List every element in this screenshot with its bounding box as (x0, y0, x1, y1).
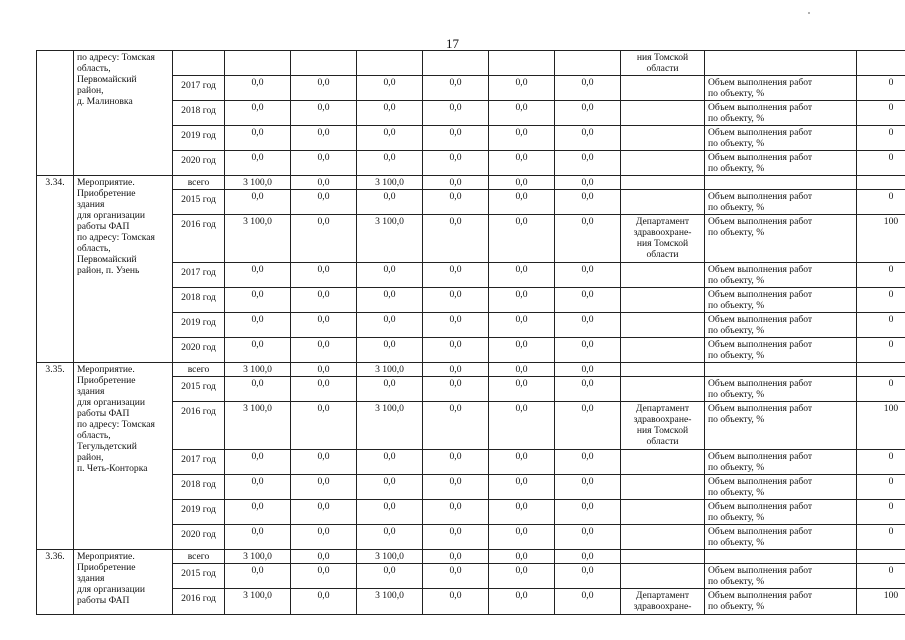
value-cell: 0,0 (555, 450, 621, 475)
value-cell: 0,0 (357, 500, 423, 525)
value-cell: 0,0 (423, 288, 489, 313)
department-cell (621, 377, 705, 402)
indicator-value: 0 (857, 564, 905, 589)
department-cell (621, 363, 705, 377)
department-cell (621, 151, 705, 176)
department-cell: Департамент здравоохране- ния Томской области (621, 215, 705, 263)
value-cell: 0,0 (555, 288, 621, 313)
indicator-cell: Объем выполнения работ по объекту, % (705, 101, 857, 126)
value-cell: 3 100,0 (357, 176, 423, 190)
value-cell: 0,0 (291, 288, 357, 313)
value-cell: 0,0 (357, 76, 423, 101)
indicator-value: 0 (857, 450, 905, 475)
indicator-cell: Объем выполнения работ по объекту, % (705, 450, 857, 475)
value-cell: 0,0 (555, 215, 621, 263)
indicator-value: 0 (857, 190, 905, 215)
value-cell: 0,0 (357, 338, 423, 363)
value-cell: 0,0 (489, 313, 555, 338)
value-cell: 3 100,0 (225, 589, 291, 615)
value-cell: 0,0 (555, 263, 621, 288)
value-cell: 0,0 (423, 263, 489, 288)
year-cell: 2019 год (173, 313, 225, 338)
indicator-cell: Объем выполнения работ по объекту, % (705, 288, 857, 313)
measure-description: Мероприятие. Приобретение здания для организации работы ФАП по адресу: Томская область, Первомайский район, п. Узень (74, 176, 173, 363)
department-cell (621, 313, 705, 338)
department-cell (621, 550, 705, 564)
value-cell: 0,0 (423, 475, 489, 500)
value-cell: 3 100,0 (357, 589, 423, 615)
value-cell: 0,0 (291, 151, 357, 176)
value-cell: 0,0 (555, 377, 621, 402)
scan-speck (808, 12, 810, 14)
department-cell (621, 475, 705, 500)
value-cell: 0,0 (291, 190, 357, 215)
indicator-value: 0 (857, 525, 905, 550)
indicator-value: 0 (857, 151, 905, 176)
year-cell: всего (173, 176, 225, 190)
indicator-cell: Объем выполнения работ по объекту, % (705, 215, 857, 263)
indicator-cell: Объем выполнения работ по объекту, % (705, 338, 857, 363)
indicator-value (857, 550, 905, 564)
value-cell: 0,0 (555, 151, 621, 176)
value-cell: 0,0 (489, 101, 555, 126)
value-cell: 0,0 (225, 564, 291, 589)
value-cell: 0,0 (225, 126, 291, 151)
value-cell: 3 100,0 (357, 215, 423, 263)
value-cell: 0,0 (489, 402, 555, 450)
continuation-header-row (37, 51, 905, 76)
indicator-value: 0 (857, 313, 905, 338)
year-cell: 2016 год (173, 589, 225, 615)
value-cell: 0,0 (423, 101, 489, 126)
value-cell: 0,0 (225, 377, 291, 402)
indicator-cell: Объем выполнения работ по объекту, % (705, 313, 857, 338)
indicator-value: 0 (857, 101, 905, 126)
indicator-cell: Объем выполнения работ по объекту, % (705, 500, 857, 525)
value-cell: 0,0 (225, 338, 291, 363)
value-cell: 0,0 (489, 500, 555, 525)
measure-description: Мероприятие. Приобретение здания для организации работы ФАП по адресу: Томская область, Тегульдетский район, п. Четь-Конторка (74, 363, 173, 550)
department-cell (621, 564, 705, 589)
value-cell: 0,0 (423, 190, 489, 215)
indicator-cell: Объем выполнения работ по объекту, % (705, 76, 857, 101)
department-cell (621, 525, 705, 550)
year-cell: 2015 год (173, 564, 225, 589)
value-cell: 0,0 (489, 176, 555, 190)
indicator-value: 0 (857, 288, 905, 313)
value-cell: 0,0 (225, 101, 291, 126)
value-cell: 3 100,0 (225, 363, 291, 377)
value-cell: 0,0 (423, 450, 489, 475)
indicator-cell: Объем выполнения работ по объекту, % (705, 402, 857, 450)
indicator-value: 0 (857, 126, 905, 151)
department-cell (621, 338, 705, 363)
value-cell: 0,0 (423, 402, 489, 450)
total-row (37, 550, 905, 564)
value-cell: 0,0 (357, 377, 423, 402)
indicator-value: 100 (857, 589, 905, 615)
value-cell: 0,0 (357, 101, 423, 126)
value-cell: 0,0 (225, 151, 291, 176)
indicator-cell (705, 363, 857, 377)
value-cell: 0,0 (489, 450, 555, 475)
year-cell: 2018 год (173, 475, 225, 500)
value-cell: 0,0 (291, 550, 357, 564)
indicator-cell: Объем выполнения работ по объекту, % (705, 589, 857, 615)
number-cell (37, 51, 74, 176)
department-cell (621, 190, 705, 215)
page-number: 17 (446, 36, 459, 51)
value-cell: 0,0 (555, 525, 621, 550)
value-cell: 0,0 (555, 550, 621, 564)
value-cell: 0,0 (489, 589, 555, 615)
year-cell: всего (173, 550, 225, 564)
value-cell: 0,0 (291, 525, 357, 550)
empty-cell (357, 51, 423, 76)
measure-number: 3.35. (37, 363, 74, 550)
year-cell: 2018 год (173, 288, 225, 313)
value-cell: 0,0 (291, 215, 357, 263)
value-cell: 0,0 (423, 313, 489, 338)
empty-cell (555, 51, 621, 76)
empty-cell (225, 51, 291, 76)
value-cell: 3 100,0 (357, 402, 423, 450)
measure-number: 3.34. (37, 176, 74, 363)
department-cell (621, 500, 705, 525)
value-cell: 0,0 (489, 76, 555, 101)
value-cell: 0,0 (291, 377, 357, 402)
indicator-cell: Объем выполнения работ по объекту, % (705, 564, 857, 589)
indicator-cell: Объем выполнения работ по объекту, % (705, 377, 857, 402)
department-cell: ния Томской области (621, 51, 705, 76)
year-cell: 2020 год (173, 525, 225, 550)
value-cell: 0,0 (423, 151, 489, 176)
year-cell: 2020 год (173, 151, 225, 176)
value-cell: 0,0 (555, 500, 621, 525)
value-cell: 0,0 (357, 564, 423, 589)
empty-cell (857, 51, 905, 76)
department-cell (621, 176, 705, 190)
value-cell: 0,0 (357, 151, 423, 176)
indicator-cell: Объем выполнения работ по объекту, % (705, 263, 857, 288)
value-cell: 0,0 (357, 263, 423, 288)
empty-cell (291, 51, 357, 76)
value-cell: 0,0 (291, 475, 357, 500)
empty-cell (173, 51, 225, 76)
indicator-cell (705, 550, 857, 564)
total-row (37, 176, 905, 190)
year-cell: 2019 год (173, 126, 225, 151)
value-cell: 0,0 (225, 450, 291, 475)
year-cell: 2019 год (173, 500, 225, 525)
department-cell (621, 101, 705, 126)
value-cell: 0,0 (555, 402, 621, 450)
value-cell: 0,0 (489, 564, 555, 589)
value-cell: 0,0 (423, 363, 489, 377)
value-cell: 0,0 (555, 190, 621, 215)
value-cell: 0,0 (489, 151, 555, 176)
value-cell: 3 100,0 (225, 215, 291, 263)
indicator-value: 0 (857, 475, 905, 500)
value-cell: 0,0 (555, 338, 621, 363)
department-cell (621, 126, 705, 151)
value-cell: 0,0 (357, 288, 423, 313)
value-cell: 0,0 (423, 126, 489, 151)
value-cell: 0,0 (291, 313, 357, 338)
year-cell: всего (173, 363, 225, 377)
value-cell: 0,0 (225, 525, 291, 550)
value-cell: 0,0 (555, 76, 621, 101)
value-cell: 0,0 (291, 363, 357, 377)
value-cell: 0,0 (291, 589, 357, 615)
value-cell: 0,0 (555, 176, 621, 190)
value-cell: 0,0 (423, 564, 489, 589)
measure-description: Мероприятие. Приобретение здания для организации работы ФАП (74, 550, 173, 615)
value-cell: 0,0 (291, 564, 357, 589)
value-cell: 0,0 (555, 363, 621, 377)
value-cell: 0,0 (423, 377, 489, 402)
value-cell: 0,0 (489, 288, 555, 313)
value-cell: 0,0 (555, 101, 621, 126)
value-cell: 0,0 (291, 76, 357, 101)
empty-cell (705, 51, 857, 76)
year-cell: 2017 год (173, 263, 225, 288)
value-cell: 0,0 (291, 500, 357, 525)
indicator-value: 0 (857, 377, 905, 402)
value-cell: 0,0 (489, 215, 555, 263)
value-cell: 0,0 (489, 338, 555, 363)
year-cell: 2016 год (173, 402, 225, 450)
value-cell: 3 100,0 (357, 550, 423, 564)
value-cell: 0,0 (489, 126, 555, 151)
measure-description: по адресу: Томская область, Первомайский район, д. Малиновка (74, 51, 173, 176)
value-cell: 0,0 (555, 126, 621, 151)
value-cell: 3 100,0 (357, 363, 423, 377)
value-cell: 0,0 (291, 338, 357, 363)
value-cell: 0,0 (489, 263, 555, 288)
indicator-value (857, 176, 905, 190)
indicator-value: 100 (857, 402, 905, 450)
year-cell: 2018 год (173, 101, 225, 126)
value-cell: 0,0 (555, 475, 621, 500)
value-cell: 0,0 (489, 525, 555, 550)
value-cell: 0,0 (423, 76, 489, 101)
year-cell: 2015 год (173, 377, 225, 402)
value-cell: 3 100,0 (225, 550, 291, 564)
value-cell: 0,0 (291, 263, 357, 288)
value-cell: 0,0 (555, 589, 621, 615)
department-cell: Департамент здравоохране- (621, 589, 705, 615)
value-cell: 0,0 (225, 76, 291, 101)
value-cell: 0,0 (291, 450, 357, 475)
program-table (36, 50, 905, 615)
value-cell: 0,0 (489, 475, 555, 500)
value-cell: 0,0 (357, 450, 423, 475)
value-cell: 0,0 (423, 215, 489, 263)
department-cell (621, 76, 705, 101)
value-cell: 0,0 (225, 475, 291, 500)
value-cell: 0,0 (423, 525, 489, 550)
value-cell: 0,0 (225, 190, 291, 215)
indicator-value: 0 (857, 76, 905, 101)
year-cell: 2017 год (173, 450, 225, 475)
value-cell: 0,0 (423, 176, 489, 190)
year-cell: 2015 год (173, 190, 225, 215)
value-cell: 0,0 (489, 550, 555, 564)
indicator-value: 100 (857, 215, 905, 263)
indicator-cell: Объем выполнения работ по объекту, % (705, 525, 857, 550)
value-cell: 0,0 (357, 525, 423, 550)
value-cell: 0,0 (489, 190, 555, 215)
value-cell: 0,0 (225, 288, 291, 313)
department-cell (621, 450, 705, 475)
value-cell: 0,0 (225, 263, 291, 288)
value-cell: 0,0 (357, 190, 423, 215)
measure-number: 3.36. (37, 550, 74, 615)
department-cell (621, 288, 705, 313)
empty-cell (423, 51, 489, 76)
indicator-value: 0 (857, 263, 905, 288)
value-cell: 0,0 (489, 363, 555, 377)
year-cell: 2016 год (173, 215, 225, 263)
indicator-value (857, 363, 905, 377)
indicator-cell: Объем выполнения работ по объекту, % (705, 151, 857, 176)
value-cell: 0,0 (291, 176, 357, 190)
value-cell: 3 100,0 (225, 402, 291, 450)
value-cell: 0,0 (357, 475, 423, 500)
indicator-cell: Объем выполнения работ по объекту, % (705, 126, 857, 151)
value-cell: 0,0 (225, 500, 291, 525)
department-cell (621, 263, 705, 288)
value-cell: 0,0 (225, 313, 291, 338)
value-cell: 0,0 (357, 313, 423, 338)
value-cell: 0,0 (357, 126, 423, 151)
indicator-value: 0 (857, 500, 905, 525)
year-cell: 2017 год (173, 76, 225, 101)
indicator-cell (705, 176, 857, 190)
value-cell: 0,0 (555, 564, 621, 589)
value-cell: 0,0 (489, 377, 555, 402)
year-cell: 2020 год (173, 338, 225, 363)
value-cell: 0,0 (423, 338, 489, 363)
indicator-cell: Объем выполнения работ по объекту, % (705, 190, 857, 215)
total-row (37, 363, 905, 377)
indicator-value: 0 (857, 338, 905, 363)
value-cell: 0,0 (555, 313, 621, 338)
department-cell: Департамент здравоохране- ния Томской области (621, 402, 705, 450)
indicator-cell: Объем выполнения работ по объекту, % (705, 475, 857, 500)
value-cell: 0,0 (291, 402, 357, 450)
empty-cell (489, 51, 555, 76)
value-cell: 0,0 (291, 101, 357, 126)
value-cell: 3 100,0 (225, 176, 291, 190)
value-cell: 0,0 (291, 126, 357, 151)
value-cell: 0,0 (423, 500, 489, 525)
value-cell: 0,0 (423, 589, 489, 615)
value-cell: 0,0 (423, 550, 489, 564)
